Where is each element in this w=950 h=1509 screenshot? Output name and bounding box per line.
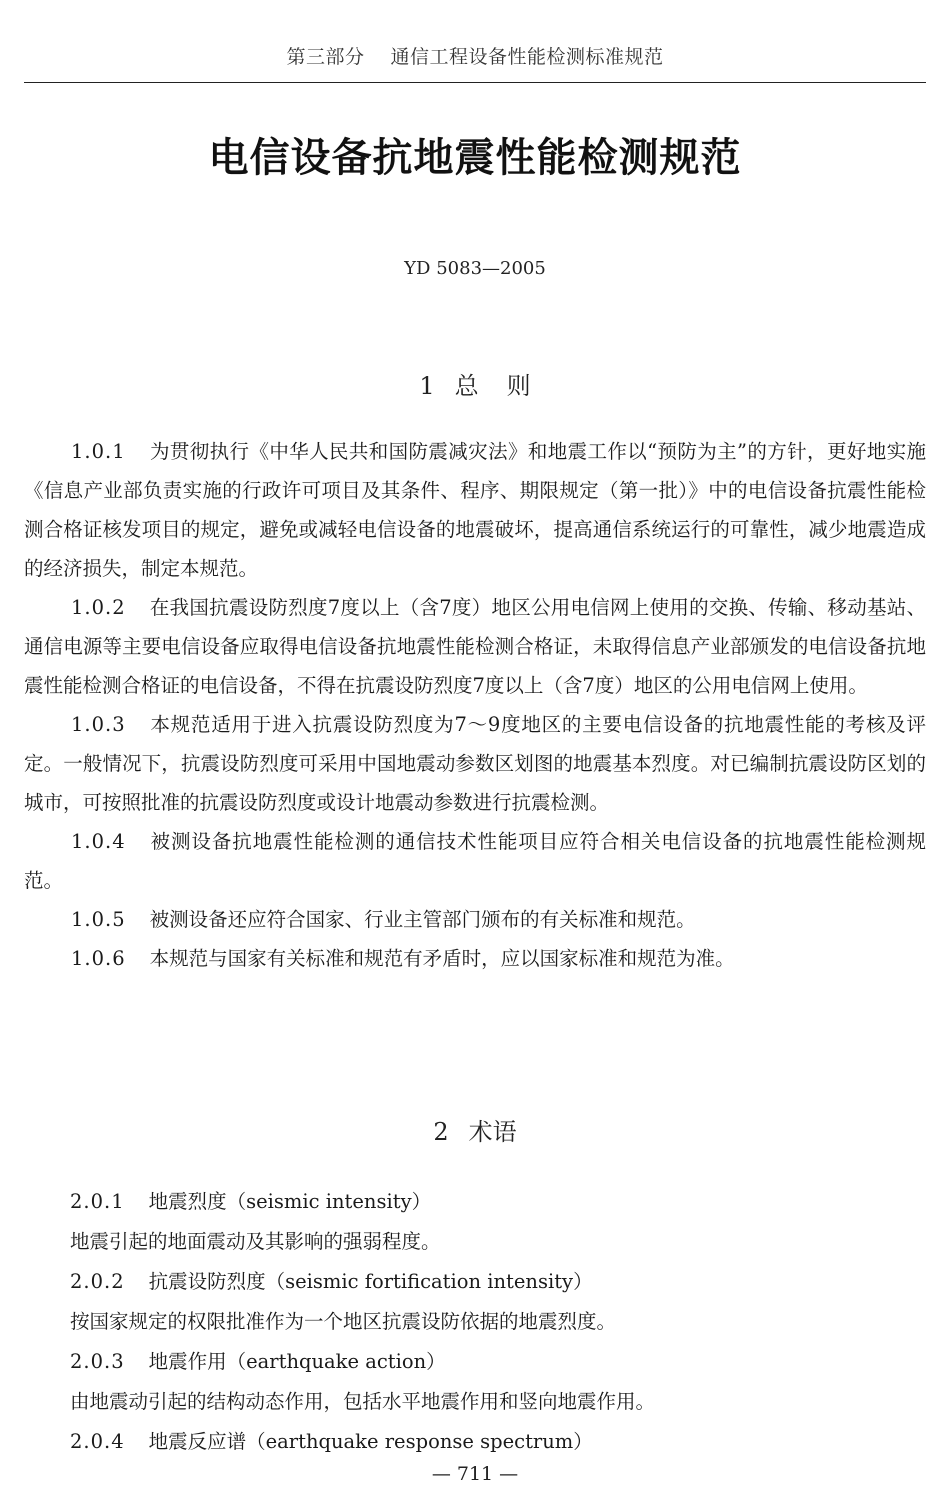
clause-number: 1.0.1 <box>71 440 126 463</box>
clause-1-0-2 <box>24 588 926 705</box>
term-name: 地震烈度（seismic intensity） <box>148 1190 432 1213</box>
term-number: 2.0.3 <box>70 1350 125 1373</box>
term-name: 地震反应谱（earthquake response spectrum） <box>148 1430 593 1453</box>
clause-number: 1.0.2 <box>71 596 126 619</box>
term-definition: 地震引起的地面震动及其影响的强弱程度。 <box>70 1230 441 1253</box>
clause-number: 1.0.3 <box>71 713 126 736</box>
header-divider <box>24 82 926 83</box>
term-2-0-2 <box>70 1262 926 1302</box>
term-definition: 由地震动引起的结构动态作用，包括水平地震作用和竖向地震作用。 <box>70 1390 656 1413</box>
clause-text: 被测设备抗地震性能检测的通信技术性能项目应符合相关电信设备的抗地震性能检测规范。 <box>24 830 926 892</box>
term-number: 2.0.2 <box>70 1270 125 1293</box>
document-title: 电信设备抗地震性能检测规范 <box>208 134 742 181</box>
term-name: 地震作用（earthquake action） <box>148 1350 446 1373</box>
section-1-heading <box>0 366 950 401</box>
clause-1-0-3 <box>24 705 926 822</box>
header-title: 通信工程设备性能检测标准规范 <box>390 46 664 68</box>
clause-text: 被测设备还应符合国家、行业主管部门颁布的有关标准和规范。 <box>149 908 696 931</box>
term-number: 2.0.1 <box>70 1190 125 1213</box>
clause-text: 本规范适用于进入抗震设防烈度为7～9度地区的主要电信设备的抗地震性能的考核及评定。一般情况下，抗震设防烈度可采用中国地震动参数区划图的地震基本烈度。对已编制抗震设防区划的城市，可按照批准的抗震设防烈度或设计地震动参数进行抗震检测。 <box>24 713 926 814</box>
term-2-0-1 <box>70 1182 926 1222</box>
document-code: YD 5083—2005 <box>404 258 546 279</box>
clause-text: 在我国抗震设防烈度7度以上（含7度）地区公用电信网上使用的交换、传输、移动基站、通信电源等主要电信设备应取得电信设备抗地震性能检测合格证，未取得信息产业部颁发的电信设备抗地震性能检测合格证的电信设备，不得在抗震设防烈度7度以上（含7度）地区的公用电信网上使用。 <box>24 596 926 697</box>
clause-number: 1.0.5 <box>71 908 126 931</box>
section-1-clauses <box>24 432 926 978</box>
clause-1-0-4 <box>24 822 926 900</box>
section-number: 2 <box>433 1118 449 1146</box>
term-number: 2.0.4 <box>70 1430 125 1453</box>
page-number: — 711 — <box>431 1463 519 1485</box>
clause-number: 1.0.6 <box>71 947 126 970</box>
clause-number: 1.0.4 <box>71 830 126 853</box>
section-title: 总则 <box>454 372 559 400</box>
section-2-terms <box>70 1182 926 1462</box>
section-2-heading <box>0 1112 950 1147</box>
clause-text: 为贯彻执行《中华人民共和国防震减灾法》和地震工作以“预防为主”的方针，更好地实施《信息产业部负责实施的行政许可项目及其条件、程序、期限规定（第一批）》中的电信设备抗震性能检测合格证核发项目的规定，避免或减轻电信设备的地震破坏，提高通信系统运行的可靠性，减少地震造成的经济损失，制定本规范。 <box>24 440 926 580</box>
clause-1-0-1 <box>24 432 926 588</box>
term-2-0-3 <box>70 1342 926 1382</box>
header-part: 第三部分 <box>286 46 365 68</box>
running-header <box>0 42 950 69</box>
clause-1-0-6 <box>24 939 926 978</box>
clause-text: 本规范与国家有关标准和规范有矛盾时，应以国家标准和规范为准。 <box>149 947 735 970</box>
section-number: 1 <box>419 372 435 400</box>
clause-1-0-5 <box>24 900 926 939</box>
term-definition: 按国家规定的权限批准作为一个地区抗震设防依据的地震烈度。 <box>70 1310 617 1333</box>
section-title: 术语 <box>468 1118 517 1146</box>
term-2-0-4 <box>70 1422 926 1462</box>
term-name: 抗震设防烈度（seismic fortification intensity） <box>148 1270 593 1293</box>
